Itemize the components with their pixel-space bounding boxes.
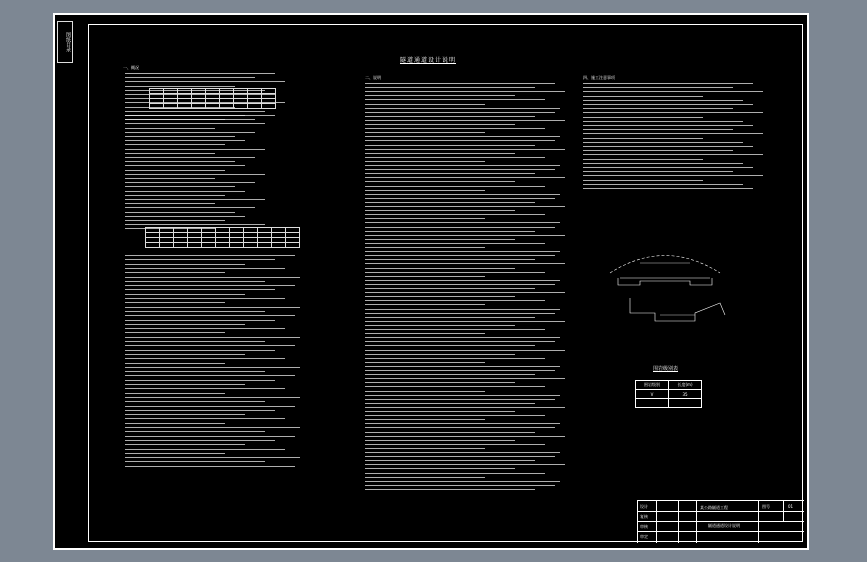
title-block — [637, 500, 804, 543]
text-line — [125, 195, 225, 196]
text-line — [365, 190, 485, 191]
text-line — [583, 117, 703, 118]
text-line — [365, 362, 485, 363]
text-line — [365, 272, 545, 273]
text-line — [365, 124, 515, 125]
text-line — [365, 235, 565, 236]
parameter-table-1 — [149, 88, 276, 109]
text-line — [583, 100, 743, 101]
text-line — [365, 473, 545, 474]
text-line — [365, 354, 515, 355]
text-line — [365, 149, 565, 150]
title-block-sheet-value: 01 — [788, 504, 794, 509]
text-line — [365, 259, 535, 260]
text-line — [365, 161, 485, 162]
text-line — [583, 108, 733, 109]
text-line — [125, 350, 275, 351]
text-line — [583, 121, 743, 122]
text-line — [365, 95, 515, 96]
text-line — [365, 333, 485, 334]
text-line — [125, 410, 275, 411]
text-line — [125, 453, 225, 454]
title-block-project: 某公路隧道工程 — [700, 505, 728, 510]
text-line — [365, 206, 565, 207]
text-line — [365, 91, 565, 92]
text-line — [125, 220, 225, 221]
text-line — [125, 212, 235, 213]
text-line — [125, 216, 245, 217]
text-line — [125, 444, 245, 445]
text-line — [125, 423, 225, 424]
text-line — [365, 432, 535, 433]
text-line — [125, 324, 245, 325]
text-line — [365, 460, 535, 461]
text-line — [125, 191, 245, 192]
text-line — [125, 358, 285, 359]
text-line — [365, 218, 485, 219]
text-line — [365, 268, 515, 269]
text-line — [583, 188, 753, 189]
text-line — [125, 354, 245, 355]
title-block-row-check: 复核 — [640, 514, 648, 519]
text-line — [125, 371, 265, 372]
title-block-row-design: 设计 — [640, 504, 648, 509]
text-line — [583, 154, 763, 155]
text-line — [365, 186, 545, 187]
text-line — [583, 180, 703, 181]
text-line — [365, 370, 555, 371]
text-line — [125, 281, 265, 282]
text-line — [365, 391, 485, 392]
text-line — [365, 366, 560, 367]
text-line — [125, 86, 235, 87]
text-line — [365, 456, 555, 457]
text-line — [365, 194, 560, 195]
text-line — [365, 485, 555, 486]
text-line — [365, 145, 535, 146]
text-line — [125, 380, 275, 381]
text-line — [365, 403, 535, 404]
text-line — [365, 280, 560, 281]
text-line — [125, 307, 300, 308]
text-line — [365, 399, 555, 400]
text-line — [125, 144, 225, 145]
text-line — [125, 298, 285, 299]
table-cell-grade: Ⅴ — [636, 390, 669, 399]
text-line — [125, 289, 275, 290]
text-line — [365, 444, 545, 445]
text-line — [365, 198, 555, 199]
text-line — [365, 173, 535, 174]
text-line — [125, 277, 300, 278]
text-line — [365, 128, 545, 129]
text-line — [125, 224, 265, 225]
text-line — [583, 133, 763, 134]
text-line — [583, 146, 753, 147]
text-line — [125, 157, 255, 158]
text-line — [365, 464, 565, 465]
text-line — [365, 214, 545, 215]
text-line — [125, 178, 215, 179]
text-line — [365, 169, 555, 170]
text-line — [583, 171, 733, 172]
text-line — [365, 251, 560, 252]
text-line — [365, 231, 535, 232]
text-line — [365, 427, 555, 428]
text-line — [125, 255, 295, 256]
text-line — [365, 247, 485, 248]
text-line — [583, 129, 733, 130]
table-header-length: 长度(m) — [669, 381, 702, 390]
text-line — [365, 374, 535, 375]
text-line — [365, 243, 545, 244]
text-line — [125, 427, 300, 428]
text-line — [365, 181, 515, 182]
section-label-middle: 二、说明 — [365, 75, 381, 80]
text-line — [365, 177, 565, 178]
text-line — [125, 436, 295, 437]
text-line — [365, 358, 545, 359]
text-line — [583, 125, 753, 126]
text-line — [365, 284, 555, 285]
text-line — [125, 431, 265, 432]
text-line — [125, 272, 225, 273]
text-line — [365, 341, 555, 342]
text-line — [583, 142, 743, 143]
text-line — [365, 108, 560, 109]
text-line — [125, 414, 245, 415]
text-line — [583, 83, 753, 84]
text-line — [125, 384, 245, 385]
text-line — [365, 313, 555, 314]
text-line — [365, 263, 565, 264]
text-line — [583, 91, 763, 92]
text-line — [125, 457, 300, 458]
text-line — [365, 468, 515, 469]
text-line — [365, 386, 545, 387]
text-line — [365, 292, 565, 293]
text-line — [365, 337, 560, 338]
text-line — [583, 87, 733, 88]
text-line — [365, 99, 545, 100]
text-line — [125, 320, 275, 321]
text-line — [125, 375, 295, 376]
text-line — [583, 184, 743, 185]
rock-grade-table-title: 围岩级别表 — [653, 366, 679, 372]
text-line — [365, 116, 535, 117]
tunnel-cross-section-diagram — [600, 243, 730, 333]
text-line — [125, 149, 265, 150]
text-line — [365, 120, 565, 121]
drawing-title: 隧道通道设计说明 — [400, 57, 457, 64]
text-line — [365, 411, 515, 412]
text-line — [125, 123, 265, 124]
text-line — [125, 174, 265, 175]
table-cell-length: 35 — [669, 390, 702, 399]
text-line — [365, 419, 485, 420]
text-line — [125, 345, 295, 346]
text-line — [365, 87, 535, 88]
text-line — [125, 294, 245, 295]
text-line — [365, 395, 560, 396]
text-line — [365, 407, 565, 408]
text-line — [365, 440, 515, 441]
text-line — [125, 268, 285, 269]
text-line — [365, 227, 555, 228]
text-line — [365, 104, 485, 105]
text-line — [583, 138, 703, 139]
text-line — [125, 73, 275, 74]
section-label-left: 一、概况 — [123, 65, 139, 70]
text-line — [125, 328, 285, 329]
text-line — [125, 311, 265, 312]
text-line — [365, 329, 545, 330]
text-line — [365, 317, 535, 318]
text-line — [365, 255, 555, 256]
text-line — [365, 239, 515, 240]
text-line — [365, 304, 485, 305]
text-line — [125, 153, 215, 154]
text-line — [365, 296, 515, 297]
text-line — [365, 165, 560, 166]
text-line — [583, 96, 703, 97]
text-line — [365, 288, 535, 289]
text-line — [125, 81, 285, 82]
text-line — [125, 397, 300, 398]
text-line — [365, 325, 515, 326]
title-block-drawing-name: 隧道通道设计说明 — [708, 523, 740, 528]
text-line — [365, 309, 560, 310]
text-line — [583, 112, 763, 113]
text-line — [125, 182, 255, 183]
text-line — [125, 136, 235, 137]
text-line — [125, 259, 275, 260]
text-line — [125, 341, 265, 342]
text-line — [125, 337, 300, 338]
text-line — [125, 332, 225, 333]
text-line — [365, 321, 565, 322]
text-line — [125, 285, 295, 286]
text-line — [365, 202, 535, 203]
title-block-sheet-label: 图号 — [762, 504, 770, 509]
text-line — [365, 345, 535, 346]
text-line — [365, 378, 565, 379]
text-line — [583, 104, 753, 105]
text-line — [365, 415, 545, 416]
text-line — [125, 440, 275, 441]
text-line — [125, 119, 225, 120]
table-header-grade: 围岩级别 — [636, 381, 669, 390]
text-line — [365, 153, 515, 154]
text-line — [365, 112, 555, 113]
text-line — [365, 477, 485, 478]
text-line — [125, 140, 245, 141]
rock-grade-table — [635, 380, 702, 408]
text-line — [583, 163, 743, 164]
text-line — [365, 210, 515, 211]
drawing-sheet — [53, 13, 809, 550]
text-line — [125, 203, 215, 204]
text-line — [365, 382, 515, 383]
title-block-row-review: 审核 — [640, 524, 648, 529]
text-line — [365, 140, 555, 141]
text-line — [583, 159, 703, 160]
text-line — [365, 157, 545, 158]
text-line — [125, 393, 225, 394]
text-line — [365, 423, 560, 424]
text-line — [125, 264, 245, 265]
text-line — [583, 167, 753, 168]
text-line — [125, 461, 265, 462]
text-line — [365, 489, 535, 490]
text-line — [365, 132, 485, 133]
text-line — [365, 436, 565, 437]
text-line — [365, 350, 565, 351]
text-line — [125, 199, 265, 200]
text-line — [365, 83, 555, 84]
text-line — [125, 165, 245, 166]
text-line — [365, 300, 545, 301]
text-line — [125, 111, 265, 112]
text-line — [125, 401, 265, 402]
text-line — [125, 128, 215, 129]
text-line — [125, 77, 255, 78]
text-line — [125, 186, 235, 187]
text-line — [125, 406, 295, 407]
title-block-row-approve: 审定 — [640, 534, 648, 539]
text-line — [125, 388, 285, 389]
text-line — [125, 315, 295, 316]
text-line — [125, 161, 235, 162]
section-label-right: 四、施工注意事项 — [583, 75, 615, 80]
text-line — [365, 222, 560, 223]
text-line — [365, 276, 485, 277]
text-line — [125, 363, 225, 364]
side-stamp: 图纸目录 — [57, 21, 73, 63]
text-line — [125, 367, 300, 368]
text-line — [365, 452, 560, 453]
text-line — [125, 115, 245, 116]
text-line — [125, 132, 255, 133]
text-line — [583, 175, 763, 176]
text-line — [365, 448, 485, 449]
text-line — [125, 418, 285, 419]
text-line — [125, 170, 225, 171]
text-line — [365, 481, 560, 482]
text-line — [125, 466, 295, 467]
text-line — [125, 207, 255, 208]
parameter-table-2 — [145, 227, 300, 248]
text-line — [583, 150, 733, 151]
text-line — [125, 302, 225, 303]
text-line — [125, 449, 285, 450]
text-line — [365, 136, 560, 137]
